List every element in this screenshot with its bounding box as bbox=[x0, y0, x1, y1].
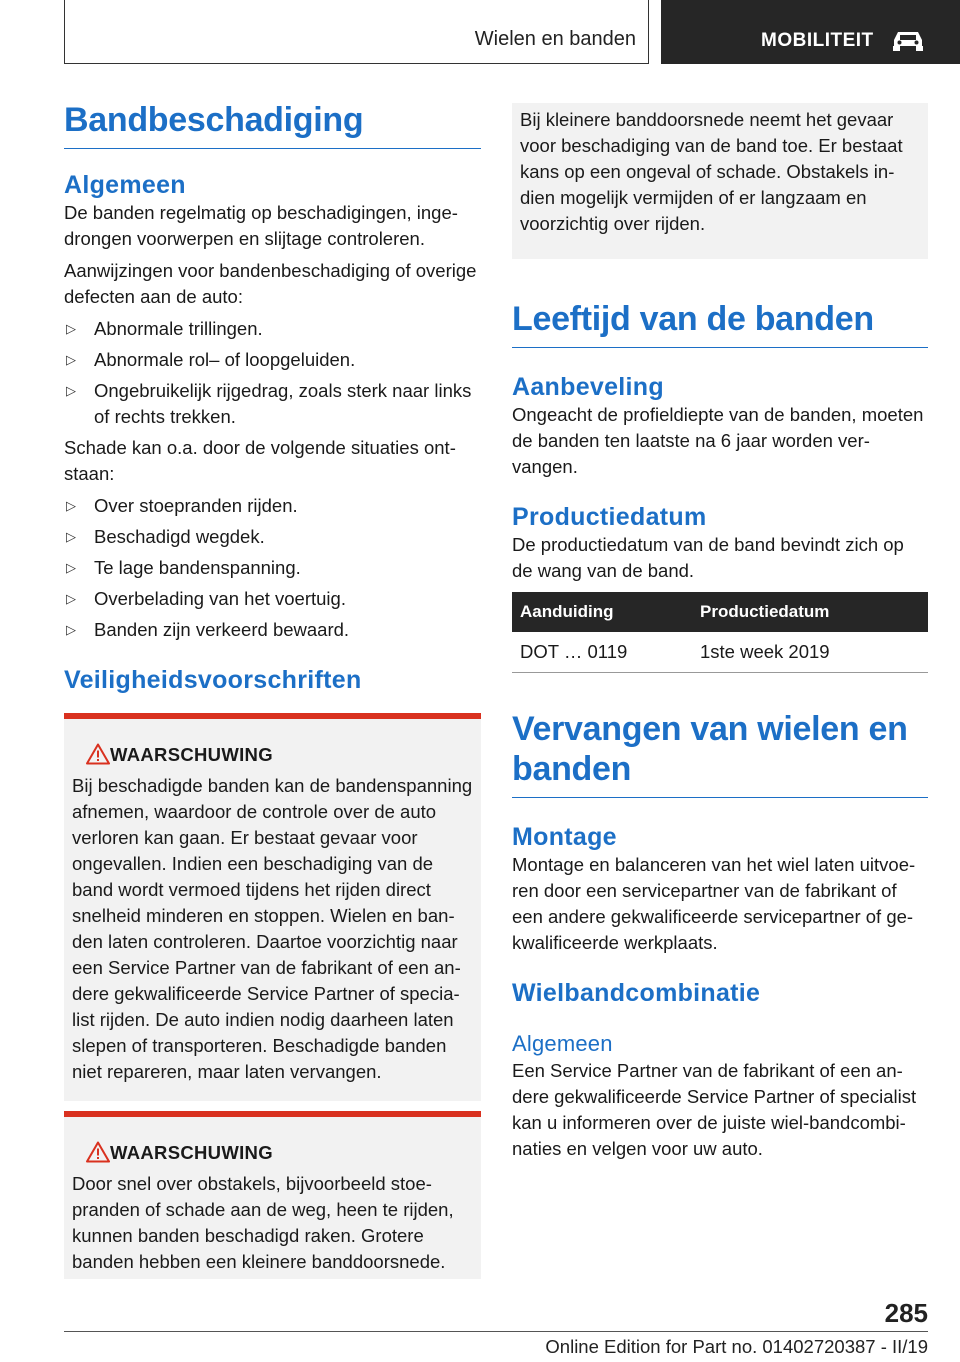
warning-text: Bij beschadigde banden kan de bandenspanning afnemen, waardoor de controle over de auto verloren kan gaan. Er bestaat gevaar voor ongevallen. Indien een beschadiging van de band wordt vermoed tijdens het rijden direct snelheid minderen en stoppen. Wielen en banden laten controleren. Daartoe voorzichtig naar een Service Partner van de fabrikant of een andere gekwalificeerde Service Partner of specialist rijden. De auto indien nodig daarheen laten slepen of transporteren. Beschadigde banden niet repareren, maar laten vervangen. bbox=[72, 775, 473, 1082]
warning-header bbox=[72, 741, 473, 769]
warning-label: WAARSCHUWING bbox=[110, 1142, 273, 1163]
list-item-text: Te lage bandenspanning. bbox=[94, 557, 301, 578]
column-header: Productiedatum bbox=[692, 592, 928, 632]
table-row bbox=[512, 632, 928, 673]
warning-box-2 bbox=[64, 1111, 481, 1279]
mounting-heading: Montage bbox=[512, 823, 617, 851]
triangle-bullet-icon: ▷ bbox=[66, 591, 76, 606]
warning-text: Door snel over obstakels, bijvoorbeeld stoepranden of schade aan de weg, heen te rijden, kunnen banden beschadigd raken. Grotere banden hebben een kleinere banddoorsnede. bbox=[72, 1173, 454, 1272]
replace-title: Vervangen van wielen en banden bbox=[512, 709, 928, 798]
production-date-table bbox=[512, 592, 928, 673]
triangle-bullet-icon: ▷ bbox=[66, 383, 76, 398]
left-column bbox=[64, 100, 481, 1279]
signs-list bbox=[64, 316, 481, 430]
list-item bbox=[64, 347, 481, 373]
list-item bbox=[64, 617, 481, 643]
footer-rule bbox=[64, 1331, 928, 1332]
triangle-bullet-icon: ▷ bbox=[66, 560, 76, 575]
triangle-bullet-icon: ▷ bbox=[66, 622, 76, 637]
right-column bbox=[512, 103, 928, 1162]
safety-heading: Veiligheidsvoorschriften bbox=[64, 666, 362, 694]
list-item-text: Abnormale trillingen. bbox=[94, 318, 263, 339]
list-item-text: Abnormale rol– of loopgeluiden. bbox=[94, 349, 356, 370]
header-rule bbox=[64, 63, 649, 64]
table-cell: DOT … 0119 bbox=[512, 632, 692, 673]
list-item-text: Banden zijn verkeerd bewaard. bbox=[94, 619, 350, 640]
triangle-bullet-icon: ▷ bbox=[66, 498, 76, 513]
triangle-bullet-icon: ▷ bbox=[66, 529, 76, 544]
header-right-border bbox=[648, 0, 649, 64]
wheel-tire-combination-heading: Wielbandcombinatie bbox=[512, 979, 761, 1007]
list-item bbox=[64, 524, 481, 550]
warning-header bbox=[72, 1139, 473, 1167]
list-item-text: Over stoepranden rijden. bbox=[94, 495, 298, 516]
list-item bbox=[64, 493, 481, 519]
list-item-text: Beschadigd wegdek. bbox=[94, 526, 265, 547]
warning-continuation-text: Bij kleinere banddoorsnede neemt het gevaar voor beschadiging van de band toe. Er bestaat kans op een ongeval of schade. Obstakels indien mogelijk vermijden of er langzaam en voorzichtig over rijden. bbox=[520, 109, 903, 234]
list-item bbox=[64, 555, 481, 581]
list-item bbox=[64, 378, 481, 430]
damage-paragraph: Schade kan o.a. door de volgende situaties ontstaan: bbox=[64, 437, 456, 484]
mounting-text: Montage en balanceren van het wiel laten uitvoeren door een servicepartner van de fabrikant of een andere gekwalificeerde servicepartner of gekwalificeerde werkplaats. bbox=[512, 854, 916, 953]
header-left-border bbox=[64, 0, 65, 64]
combination-general-heading: Algemeen bbox=[512, 1031, 613, 1056]
warning-triangle-icon bbox=[86, 1141, 110, 1163]
chapter-tab bbox=[661, 0, 960, 64]
general-heading: Algemeen bbox=[64, 171, 186, 199]
list-item-text: Ongebruikelijk rijgedrag, zoals sterk naar links of rechts trekken. bbox=[94, 380, 472, 427]
list-item bbox=[64, 586, 481, 612]
general-paragraph-1: De banden regelmatig op beschadigingen, ingedrongen voorwerpen en slijtage controleren. bbox=[64, 202, 458, 249]
car-icon bbox=[891, 26, 925, 54]
list-item bbox=[64, 316, 481, 342]
table-cell: 1ste week 2019 bbox=[692, 632, 928, 673]
recommendation-text: Ongeacht de profieldiepte van de banden, moeten de banden ten laatste na 6 jaar worden vervangen. bbox=[512, 404, 924, 477]
column-header: Aanduiding bbox=[512, 592, 692, 632]
warning-label: WAARSCHUWING bbox=[110, 744, 273, 765]
recommendation-heading: Aanbeveling bbox=[512, 373, 664, 401]
chapter-tab-label: MOBILITEIT bbox=[761, 30, 874, 51]
tire-age-title: Leeftijd van de banden bbox=[512, 299, 928, 348]
general-paragraph-2: Aanwijzingen voor bandenbeschadiging of overige defecten aan de auto: bbox=[64, 260, 477, 307]
causes-list bbox=[64, 493, 481, 643]
triangle-bullet-icon: ▷ bbox=[66, 352, 76, 367]
edition-footer: Online Edition for Part no. 01402720387 - II/19 bbox=[545, 1336, 928, 1357]
page-number: 285 bbox=[884, 1298, 928, 1328]
warning-continuation bbox=[512, 103, 928, 259]
production-date-heading: Productiedatum bbox=[512, 503, 707, 531]
warning-box-1 bbox=[64, 713, 481, 1101]
warning-triangle-icon bbox=[86, 743, 110, 765]
list-item-text: Overbelading van het voertuig. bbox=[94, 588, 346, 609]
triangle-bullet-icon: ▷ bbox=[66, 321, 76, 336]
section-title: Wielen en banden bbox=[474, 28, 636, 50]
combination-text: Een Service Partner van de fabrikant of een andere gekwalificeerde Service Partner of specialist kan u informeren over de juiste wiel-bandcombinaties en velgen voor uw auto. bbox=[512, 1060, 917, 1159]
page-title: Bandbeschadiging bbox=[64, 100, 481, 149]
production-date-text: De productiedatum van de band bevindt zich op de wang van de band. bbox=[512, 534, 904, 581]
table-header-row bbox=[512, 592, 928, 632]
